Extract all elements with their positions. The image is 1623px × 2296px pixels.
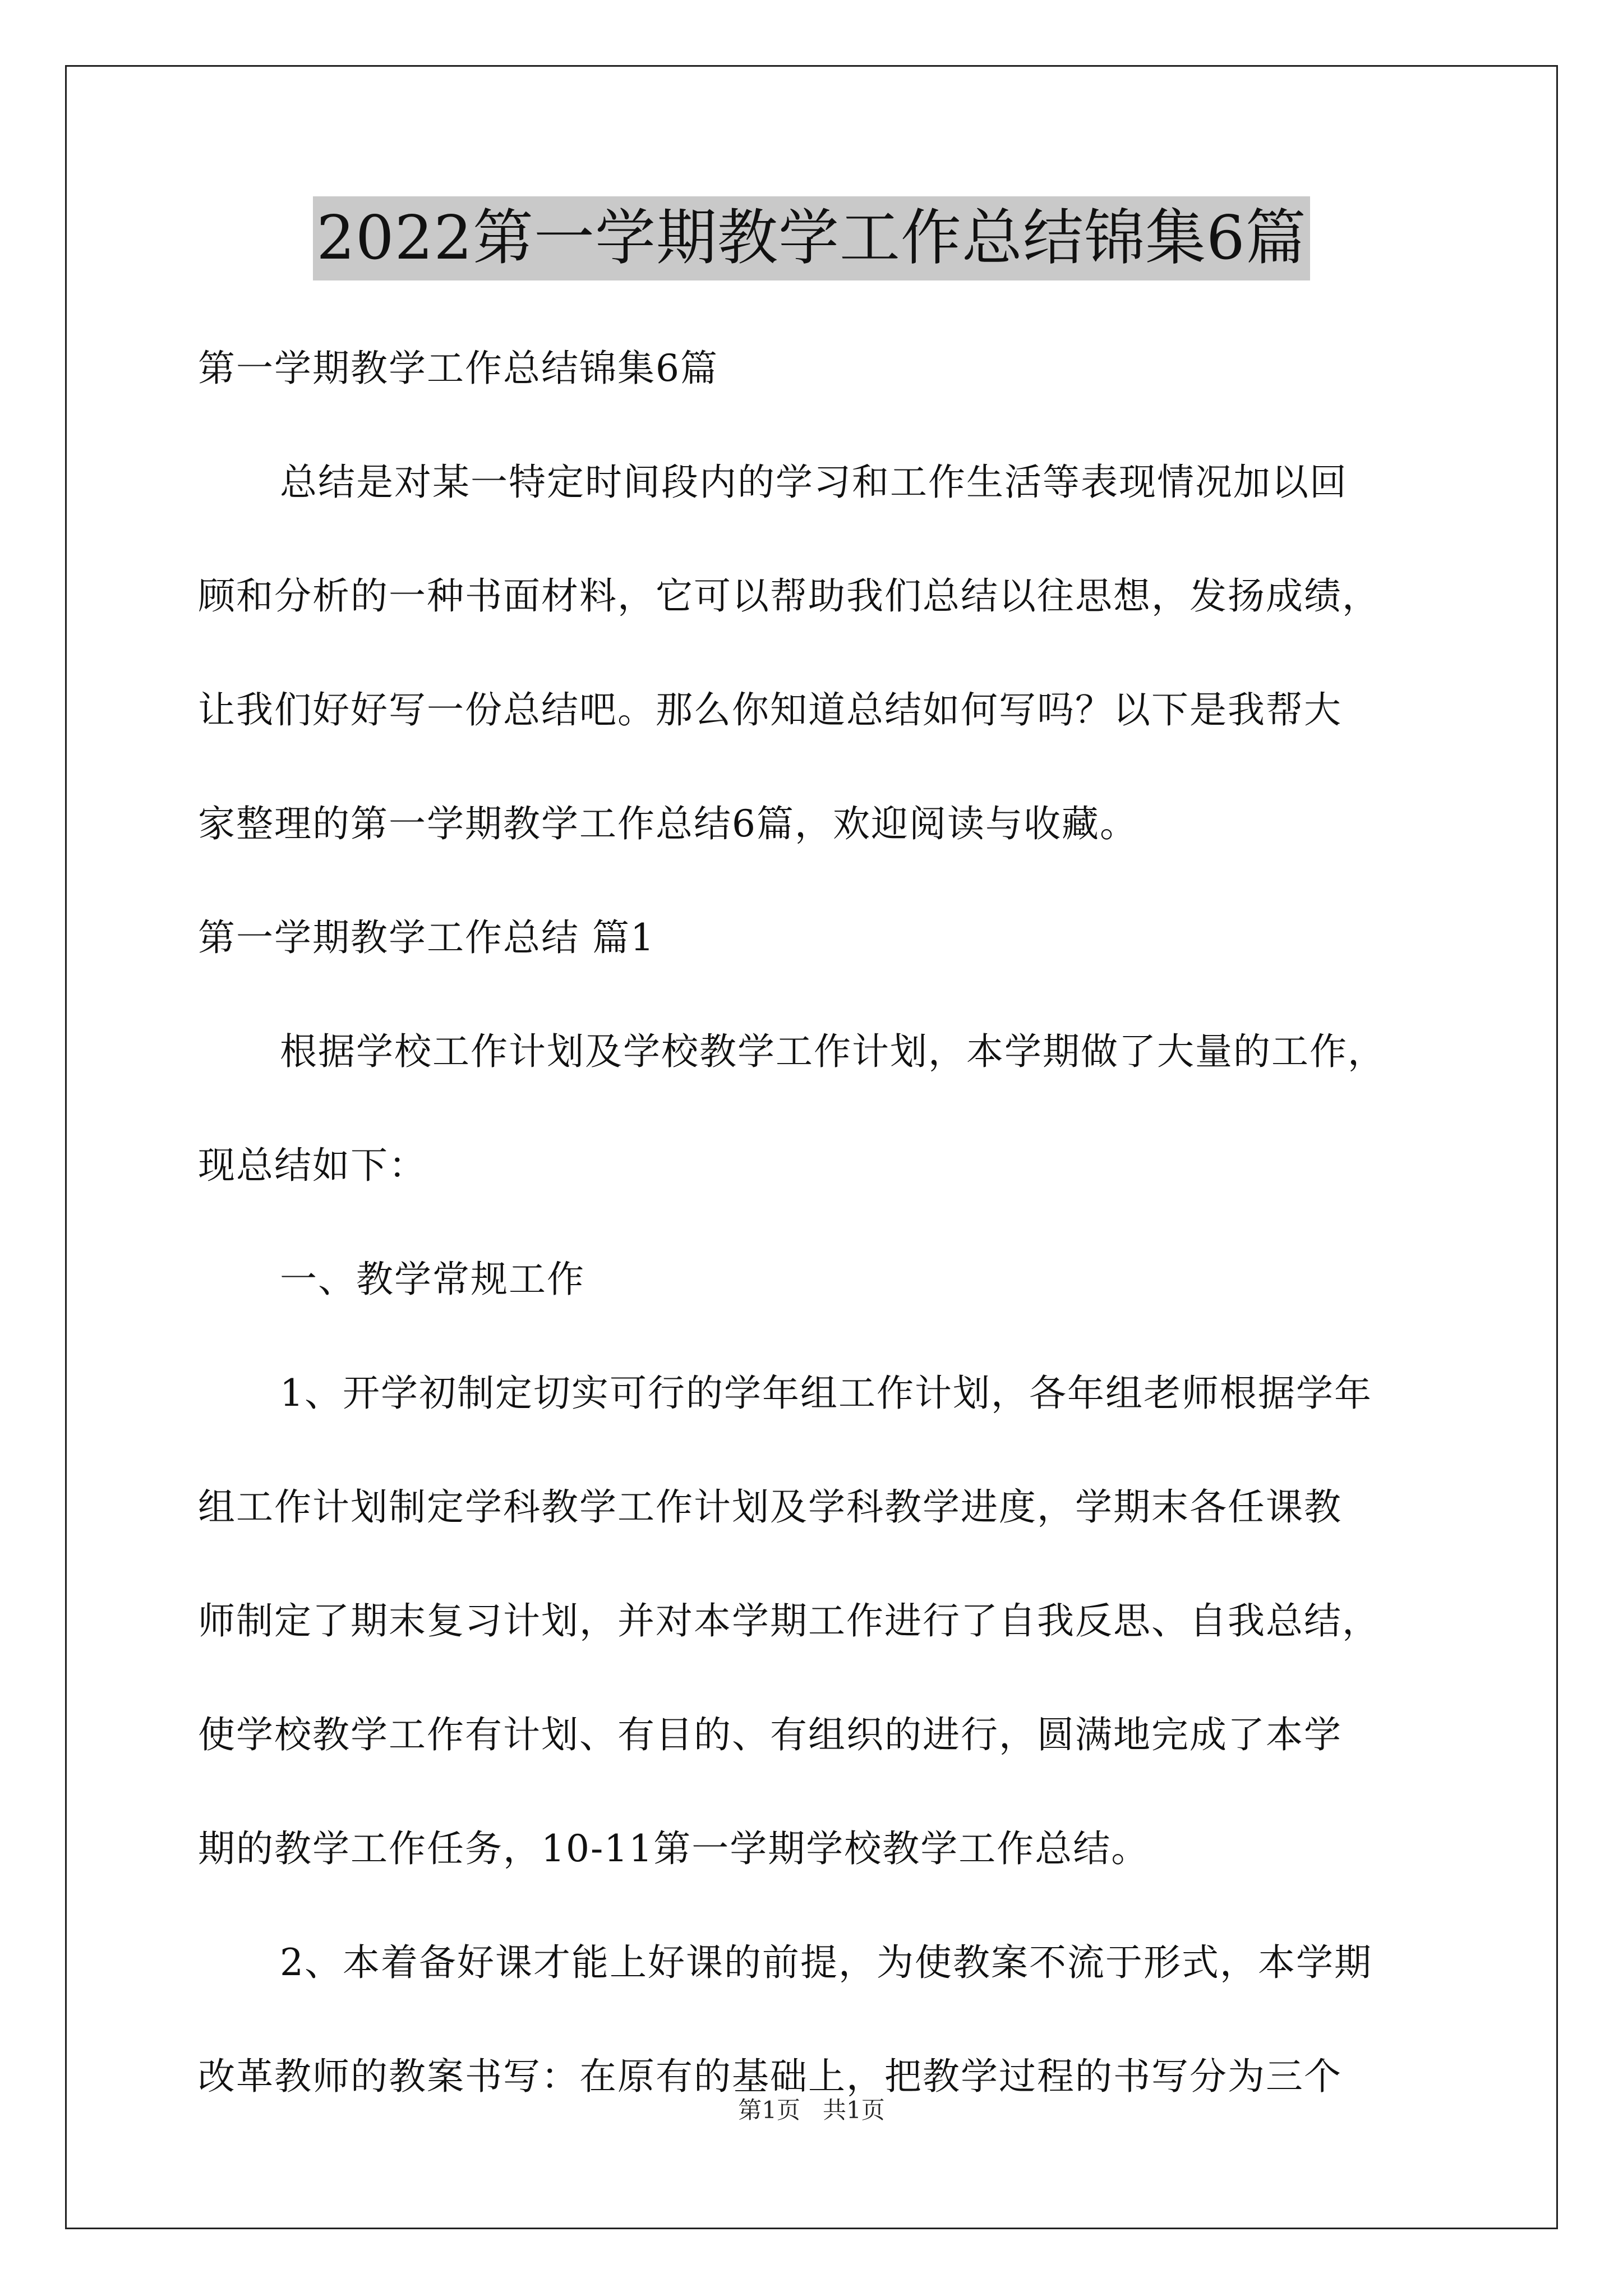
text-line: 2、本着备好课才能上好课的前提，为使教案不流于形式，本学期 — [280, 1941, 1372, 1984]
document-body — [198, 311, 1449, 2133]
text-line: 第一学期教学工作总结锦集6篇 — [198, 347, 718, 390]
text-line: 让我们好好写一份总结吧。那么你知道总结如何写吗？以下是我帮大 — [198, 688, 1342, 731]
page-number: 第1页 — [738, 2096, 800, 2124]
text-line: 使学校教学工作有计划、有目的、有组织的进行，圆满地完成了本学 — [198, 1713, 1342, 1756]
text-line: 1、开学初制定切实可行的学年组工作计划，各年组老师根据学年 — [280, 1372, 1372, 1415]
text-line: 根据学校工作计划及学校教学工作计划，本学期做了大量的工作， — [280, 1030, 1386, 1073]
text-line: 师制定了期末复习计划，并对本学期工作进行了自我反思、自我总结， — [198, 1599, 1380, 1642]
page-total: 共1页 — [823, 2096, 885, 2124]
subsection-heading: 一、教学常规工作 — [280, 1258, 585, 1301]
text-line: 家整理的第一学期教学工作总结6篇，欢迎阅读与收藏。 — [198, 802, 1138, 845]
text-line: 总结是对某一特定时间段内的学习和工作生活等表现情况加以回 — [280, 461, 1348, 504]
page-footer — [0, 2093, 1623, 2127]
title-container — [0, 196, 1623, 280]
text-line: 改革教师的教案书写：在原有的基础上，把教学过程的书写分为三个 — [198, 2055, 1342, 2098]
text-line: 组工作计划制定学科教学工作计划及学科教学进度，学期末各任课教 — [198, 1485, 1342, 1529]
text-line: 顾和分析的一种书面材料，它可以帮助我们总结以往思想，发扬成绩， — [198, 574, 1380, 618]
text-line: 期的教学工作任务，10-11第一学期学校教学工作总结。 — [198, 1827, 1150, 1870]
section-heading: 第一学期教学工作总结 篇1 — [198, 916, 655, 959]
text-line: 现总结如下： — [198, 1144, 427, 1187]
document-title: 2022第一学期教学工作总结锦集6篇 — [313, 196, 1310, 280]
